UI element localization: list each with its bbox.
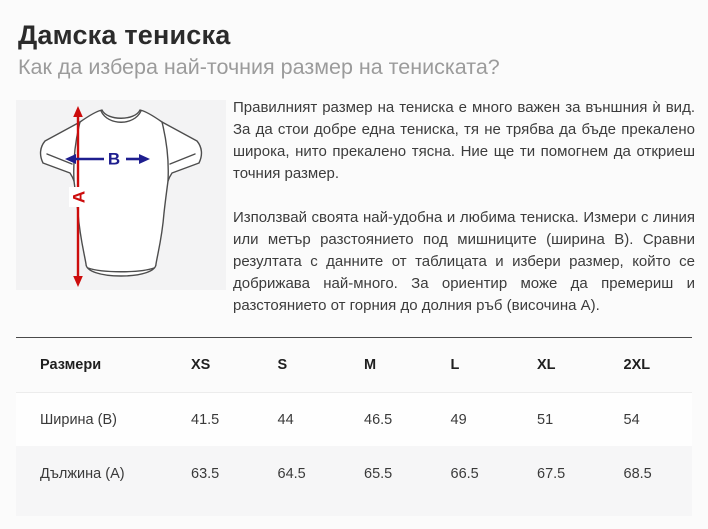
page-subtitle: Как да избера най-точния размер на тениската? [18, 55, 500, 79]
length-value-xs: 63.5 [191, 466, 220, 482]
length-value-s: 64.5 [277, 466, 306, 482]
length-value-l: 66.5 [450, 466, 479, 482]
width-value-m: 46.5 [364, 411, 393, 428]
width-value-2xl: 54 [623, 411, 640, 428]
table-row-width [16, 393, 692, 446]
intro-paragraph-1: Правилният размер на тениска е много важен за външния ѝ вид. За да стои добре една тениска, тя не трябва да бъде прекалено широка, нито прекалено тясна. Ние ще ти помогнем да откриеш точния размер. [233, 99, 695, 182]
width-value-xs: 41.5 [191, 411, 220, 428]
width-value-xl: 51 [537, 411, 554, 428]
sizes-label: Размери [40, 357, 102, 373]
intro-paragraph-2: Използвай своята най-удобна и любима тениска. Измери с линия или метър разстоянието под мишниците (ширина B). Сравни резултата с данните от таблицата и избери размер, който се добрижава най-много. За ориентир може да премериш и разстоянието от горния до долния ръб (височина A). [233, 209, 695, 314]
size-table [16, 337, 692, 516]
intro-text [233, 97, 695, 317]
length-value-m: 65.5 [364, 466, 393, 482]
length-value-xl: 67.5 [537, 466, 566, 482]
table-row-length [16, 446, 692, 516]
size-column-header-s: S [277, 357, 288, 373]
tshirt-measurement-diagram [16, 100, 226, 290]
length-value-2xl: 68.5 [623, 466, 652, 482]
width-value-l: 49 [450, 411, 467, 428]
size-column-header-xs: XS [191, 357, 211, 373]
size-column-header-2xl: 2XL [623, 357, 651, 373]
page-title: Дамска тениска [18, 20, 231, 50]
width-label: B [107, 149, 121, 169]
size-column-header-m: M [364, 357, 377, 373]
width-value-s: 44 [277, 411, 294, 428]
size-table-header-row [16, 338, 692, 393]
row-label-length: Дължина (A) [40, 466, 125, 482]
size-column-header-xl: XL [537, 357, 556, 373]
row-label-width: Ширина (B) [40, 411, 117, 428]
height-label: A [69, 190, 89, 204]
tshirt-outline-icon [41, 110, 202, 276]
tshirt-diagram-svg [16, 100, 226, 290]
size-column-header-l: L [450, 357, 460, 373]
